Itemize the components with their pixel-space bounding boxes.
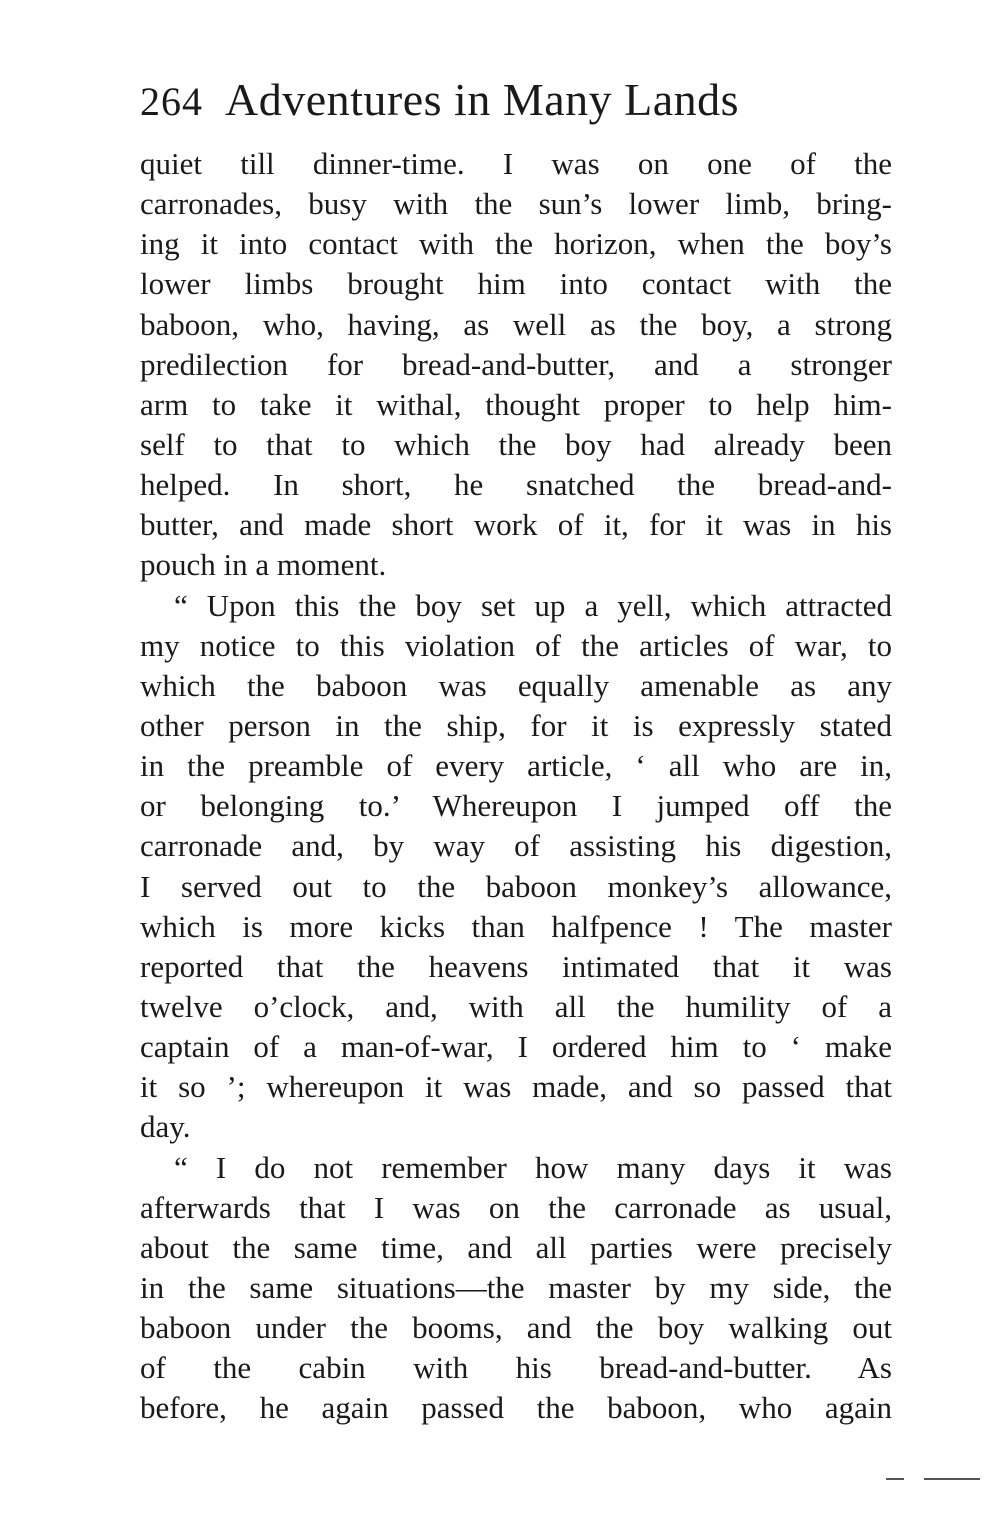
text-line: before, he again passed the baboon, who again xyxy=(140,1390,892,1426)
scan-artifact-mark xyxy=(924,1478,980,1480)
text-line: twelve o’clock, and, with all the humility of a xyxy=(140,988,892,1024)
text-line: reported that the heavens intimated that it was xyxy=(140,948,892,984)
text-line: self to that to which the boy had already been xyxy=(140,426,892,462)
text-line: it so ’; whereupon it was made, and so passed that xyxy=(140,1069,892,1105)
text-line: captain of a man-of-war, I ordered him to ‘ make xyxy=(140,1029,892,1065)
text-line: my notice to this violation of the articles of war, to xyxy=(140,627,892,663)
text-line: or belonging to.’ Whereupon I jumped off the xyxy=(140,788,892,824)
paragraph-end-line: pouch in a moment. xyxy=(140,547,387,583)
body-text xyxy=(140,144,892,1429)
text-line: baboon, who, having, as well as the boy, a strong xyxy=(140,306,892,342)
text-line: arm to take it withal, thought proper to help him- xyxy=(140,386,892,422)
scan-artifact-mark xyxy=(886,1478,904,1480)
text-line: carronade and, by way of assisting his digestion, xyxy=(140,828,892,864)
text-line: which the baboon was equally amenable as any xyxy=(140,667,892,703)
running-title: Adventures in Many Lands xyxy=(225,74,740,125)
text-line: other person in the ship, for it is expressly stated xyxy=(140,707,892,743)
text-line: predilection for bread-and-butter, and a stronger xyxy=(140,346,892,382)
text-line: of the cabin with his bread-and-butter. As xyxy=(140,1350,892,1386)
text-line: which is more kicks than halfpence ! The master xyxy=(140,908,892,944)
text-line: in the preamble of every article, ‘ all who are in, xyxy=(140,748,892,784)
text-line: helped. In short, he snatched the bread-and- xyxy=(140,467,892,503)
text-line: ing it into contact with the horizon, when the boy’s xyxy=(140,226,892,262)
text-line: carronades, busy with the sun’s lower limb, bring- xyxy=(140,186,892,222)
running-head xyxy=(140,70,885,130)
text-line: lower limbs brought him into contact with the xyxy=(140,266,892,302)
text-line: in the same situations—the master by my side, the xyxy=(140,1269,892,1305)
text-line: butter, and made short work of it, for it was in his xyxy=(140,507,892,543)
paragraph-end-line: day. xyxy=(140,1109,191,1145)
text-line: quiet till dinner-time. I was on one of the xyxy=(140,146,892,181)
paragraph-start-line: “ I do not remember how many days it was xyxy=(174,1149,892,1185)
text-line: I served out to the baboon monkey’s allowance, xyxy=(140,868,892,904)
text-line: baboon under the booms, and the boy walking out xyxy=(140,1310,892,1346)
text-line: afterwards that I was on the carronade as usual, xyxy=(140,1189,892,1225)
text-line: about the same time, and all parties were precisely xyxy=(140,1229,892,1265)
page-number: 264 xyxy=(140,79,203,124)
paragraph-start-line: “ Upon this the boy set up a yell, which attracted xyxy=(174,587,892,623)
